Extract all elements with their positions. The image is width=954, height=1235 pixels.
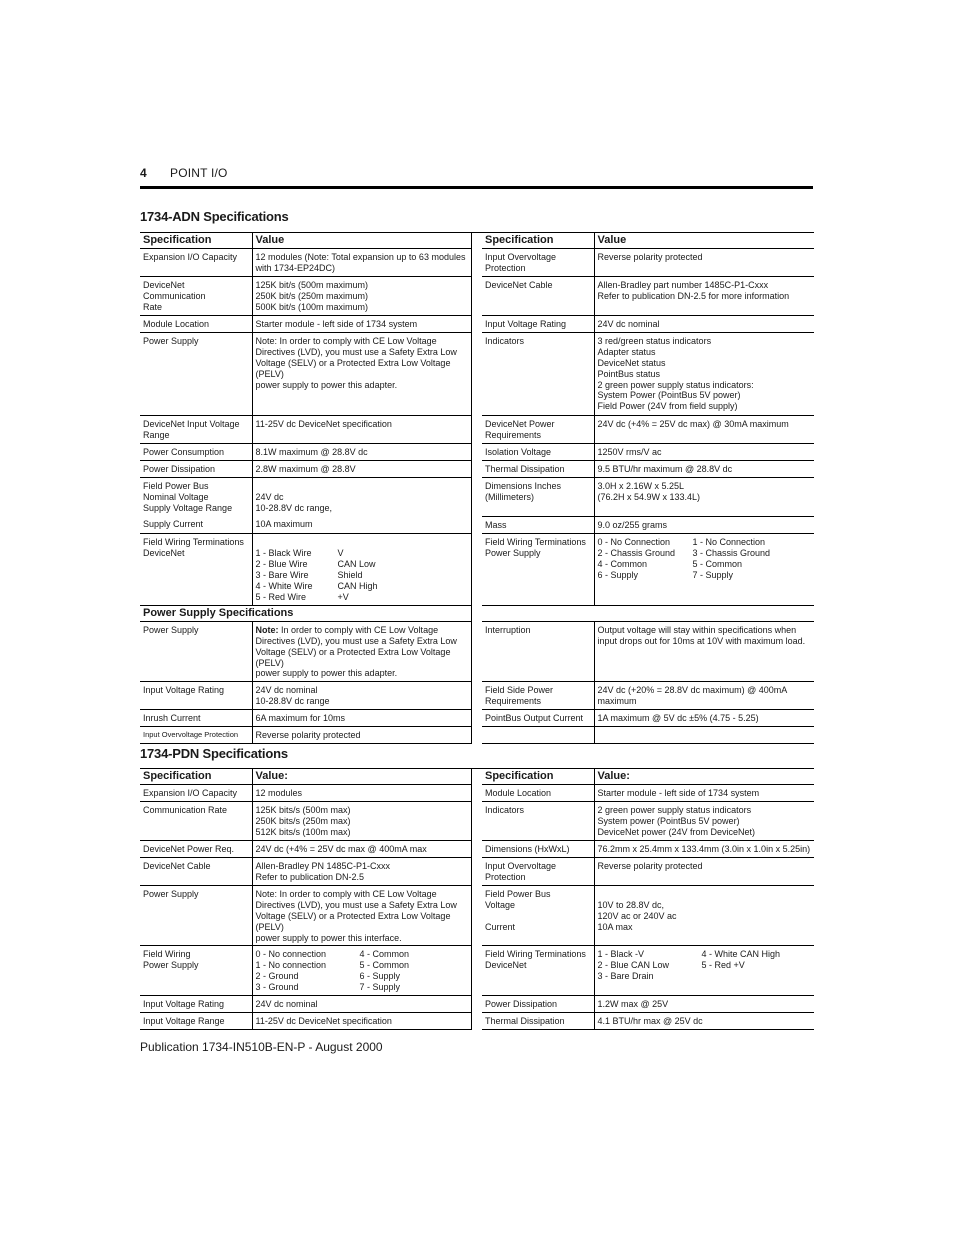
terminal-entry: 1 - No Connection <box>692 536 766 547</box>
spec-label: DeviceNet Power Requirements <box>482 415 594 443</box>
spec-label: Dimensions (HxWxL) <box>482 840 594 857</box>
terminal-entry: 7 - Supply <box>359 982 401 993</box>
spec-value: 9.0 oz/255 grams <box>594 516 814 533</box>
spec-label: Field Wiring Terminations DeviceNet <box>482 946 594 996</box>
adn-section-title: 1734-ADN Specifications <box>140 209 289 224</box>
spec-value: Allen-Bradley PN 1485C-P1-Cxxx Refer to publication DN-2.5 <box>252 857 471 885</box>
spec-value: 24V dc nominal <box>252 996 471 1013</box>
spec-label: Input Overvoltage Protection <box>140 727 252 744</box>
terminal-entry: 4 - Common <box>359 949 410 960</box>
pdn-section-title: 1734-PDN Specifications <box>140 746 288 761</box>
spec-value: 1250V rms/V ac <box>594 443 814 460</box>
spec-value: 24V dc (+4% = 25V dc max @ 400mA max <box>252 840 471 857</box>
spec-label: Input Voltage Range <box>140 1013 252 1030</box>
spec-value: 24V dc 10-28.8V dc range, <box>252 477 471 516</box>
terminal-entry: 2 - Chassis Ground <box>597 547 676 558</box>
subsection-title: Power Supply Specifications <box>140 605 471 621</box>
spec-value: 12 modules <box>252 784 471 801</box>
spec-value: 2 green power supply status indicators System power (PointBus 5V power) DeviceNet power (24V from DeviceNet) <box>594 801 814 840</box>
spec-value: Starter module - left side of 1734 system <box>594 784 814 801</box>
col-value-right: Value <box>594 233 814 249</box>
terminal-entry: 5 - Common <box>692 558 743 569</box>
spec-value: 2.8W maximum @ 28.8V <box>252 460 471 477</box>
spec-value: 3 red/green status indicators Adapter status DeviceNet status PointBus status 2 green power supply status indicators: System Power (PointBus 5V power) Field Power (24V from field supply) <box>594 332 814 415</box>
terminal-entry: 1 - No connection <box>255 960 327 971</box>
spec-value: Reverse polarity protected <box>252 727 471 744</box>
spec-label: Field Power Bus Voltage Current <box>482 885 594 946</box>
spec-label: Input Overvoltage Protection <box>482 857 594 885</box>
spec-value: 3.0H x 2.16W x 5.25L (76.2H x 54.9W x 133.4L) <box>594 477 814 516</box>
publication-footer: Publication 1734-IN510B-EN-P - August 2000 <box>140 1040 383 1054</box>
spec-value: 1.2W max @ 25V <box>594 996 814 1013</box>
pdn-spec-table <box>140 768 814 1030</box>
spec-value: 24V dc (+4% = 25V dc max) @ 30mA maximum <box>594 415 814 443</box>
spec-value: 1A maximum @ 5V dc ±5% (4.75 - 5.25) <box>594 710 814 727</box>
table-row <box>140 276 814 315</box>
terminal-entry: 0 - No Connection <box>597 536 671 547</box>
table-row <box>140 443 814 460</box>
table-row <box>140 727 814 744</box>
spec-label: Module Location <box>140 315 252 332</box>
table-row <box>140 857 814 885</box>
spec-label: Power Supply <box>140 885 252 946</box>
terminal-entry: 4 - Common <box>597 558 648 569</box>
spec-label: Power Dissipation <box>140 460 252 477</box>
header-rule <box>140 186 813 189</box>
terminal-entry: 3 - Chassis Ground <box>692 547 771 558</box>
terminal-entry: 1 - Black -V <box>597 949 645 960</box>
col-spec-left: Specification <box>140 769 252 785</box>
spec-label: Power Dissipation <box>482 996 594 1013</box>
terminal-entry: 5 - Red +V <box>701 960 745 971</box>
spec-value: 76.2mm x 25.4mm x 133.4mm (3.0in x 1.0in x 5.25in) <box>594 840 814 857</box>
spec-label: Power Consumption <box>140 443 252 460</box>
spec-value <box>594 727 814 744</box>
spec-value: 8.1W maximum @ 28.8V dc <box>252 443 471 460</box>
spec-value: Starter module - left side of 1734 system <box>252 315 471 332</box>
spec-label: Field Wiring Terminations Power Supply <box>482 533 594 605</box>
spec-label: DeviceNet Cable <box>140 857 252 885</box>
col-value-right: Value: <box>594 769 814 785</box>
spec-value: 125K bits/s (500m max) 250K bits/s (250m max) 512K bits/s (100m max) <box>252 801 471 840</box>
adn-header-row <box>140 233 814 249</box>
spec-label: Mass <box>482 516 594 533</box>
terminal-entry: 3 - Ground <box>255 982 299 993</box>
terminal-entry: 0 - No connection <box>255 949 327 960</box>
spec-label: Expansion I/O Capacity <box>140 248 252 276</box>
spec-label: Indicators <box>482 332 594 415</box>
adn-spec-table <box>140 232 814 744</box>
table-row <box>140 682 814 710</box>
col-value-left: Value <box>252 233 471 249</box>
page-number: 4 <box>140 166 147 180</box>
spec-label: Communication Rate <box>140 801 252 840</box>
terminal-entry: 7 - Supply <box>692 569 734 580</box>
table-row <box>140 996 814 1013</box>
table-row <box>140 710 814 727</box>
spec-label: Supply Current <box>140 516 252 533</box>
table-row <box>140 248 814 276</box>
wire-entry: 3 - Bare Wire Shield <box>255 569 363 580</box>
table-row <box>140 885 814 946</box>
col-value-left: Value: <box>252 769 471 785</box>
spec-value: Allen-Bradley part number 1485C-P1-Cxxx Refer to publication DN-2.5 for more information <box>594 276 814 315</box>
table-row <box>140 460 814 477</box>
page-header <box>140 164 813 186</box>
terminal-entry: 2 - Blue CAN Low <box>597 960 670 971</box>
spec-label: Thermal Dissipation <box>482 460 594 477</box>
spec-value: 4.1 BTU/hr max @ 25V dc <box>594 1013 814 1030</box>
spec-label: Thermal Dissipation <box>482 1013 594 1030</box>
spec-value: 11-25V dc DeviceNet specification <box>252 415 471 443</box>
wire-entry: 1 - Black Wire V <box>255 547 344 558</box>
table-row <box>140 477 814 516</box>
spec-label: DeviceNet Communication Rate <box>140 276 252 315</box>
spec-value: 10V to 28.8V dc, 120V ac or 240V ac 10A max <box>594 885 814 946</box>
spec-label: Dimensions Inches (Millimeters) <box>482 477 594 516</box>
running-title: POINT I/O <box>170 166 228 180</box>
spec-value: 10A maximum <box>252 516 471 533</box>
spec-label: Isolation Voltage <box>482 443 594 460</box>
terminal-entry: 6 - Supply <box>597 569 639 580</box>
power-supply-terminals <box>594 533 814 605</box>
spec-label: DeviceNet Power Req. <box>140 840 252 857</box>
spec-value: 24V dc (+20% = 28.8V dc maximum) @ 400mA maximum <box>594 682 814 710</box>
wiring-row <box>140 533 814 605</box>
spec-label: Expansion I/O Capacity <box>140 784 252 801</box>
spec-label: DeviceNet Input Voltage Range <box>140 415 252 443</box>
table-row <box>140 516 814 533</box>
spec-value: Note: In order to comply with CE Low Voltage Directives (LVD), you must use a Safety Extra Low Voltage (SELV) or a Protected Extra Low Voltage (PELV) power supply to power this interface. <box>252 885 471 946</box>
col-spec-right: Specification <box>482 233 594 249</box>
table-row <box>140 801 814 840</box>
spec-value: 6A maximum for 10ms <box>252 710 471 727</box>
terminal-entry: 6 - Supply <box>359 971 401 982</box>
table-row <box>140 1013 814 1030</box>
table-row <box>140 621 814 682</box>
wire-entry: 4 - White Wire CAN High <box>255 580 378 591</box>
spec-value: 24V dc nominal <box>594 315 814 332</box>
spec-label <box>482 727 594 744</box>
table-row <box>140 784 814 801</box>
spec-value: Reverse polarity protected <box>594 248 814 276</box>
power-supply-terminals <box>252 946 471 996</box>
terminal-entry: 3 - Bare Drain <box>597 971 654 982</box>
table-row <box>140 332 814 415</box>
spec-label: Interruption <box>482 621 594 682</box>
spec-value: 125K bit/s (500m maximum) 250K bit/s (250m maximum) 500K bit/s (100m maximum) <box>252 276 471 315</box>
spec-label: DeviceNet Cable <box>482 276 594 315</box>
table-row <box>140 840 814 857</box>
wiring-row <box>140 946 814 996</box>
spec-value: 9.5 BTU/hr maximum @ 28.8V dc <box>594 460 814 477</box>
col-spec-right: Specification <box>482 769 594 785</box>
spec-value: Note: In order to comply with CE Low Voltage Directives (LVD), you must use a Safety Extra Low Voltage (SELV) or a Protected Extra Low Voltage (PELV) power supply to power this adapter. <box>252 621 471 682</box>
devicenet-terminals <box>594 946 814 996</box>
col-spec-left: Specification <box>140 233 252 249</box>
terminal-entry: 2 - Ground <box>255 971 299 982</box>
spec-label: Module Location <box>482 784 594 801</box>
spec-label: Field Wiring Power Supply <box>140 946 252 996</box>
power-supply-subheader <box>140 605 814 621</box>
spec-value: Note: In order to comply with CE Low Voltage Directives (LVD), you must use a Safety Extra Low Voltage (SELV) or a Protected Extra Low Voltage (PELV) power supply to power this adapter. <box>252 332 471 415</box>
spec-label: Input Voltage Rating <box>482 315 594 332</box>
table-row <box>140 315 814 332</box>
terminal-entry: 4 - White CAN High <box>701 949 781 960</box>
spec-label: Inrush Current <box>140 710 252 727</box>
spec-value: 11-25V dc DeviceNet specification <box>252 1013 471 1030</box>
pdn-header-row <box>140 769 814 785</box>
wire-entry: 2 - Blue Wire CAN Low <box>255 558 376 569</box>
devicenet-wiring-list <box>252 533 471 605</box>
spec-label: PointBus Output Current <box>482 710 594 727</box>
spec-label: Field Side Power Requirements <box>482 682 594 710</box>
spec-value: Output voltage will stay within specifications when input drops out for 10ms at 10V with maximum load. <box>594 621 814 682</box>
spec-label: Field Wiring Terminations DeviceNet <box>140 533 252 605</box>
spec-label: Power Supply <box>140 621 252 682</box>
spec-value: Reverse polarity protected <box>594 857 814 885</box>
table-row <box>140 415 814 443</box>
spec-label: Input Voltage Rating <box>140 996 252 1013</box>
wire-entry: 5 - Red Wire +V <box>255 591 349 602</box>
spec-label: Input Voltage Rating <box>140 682 252 710</box>
spec-label: Field Power Bus Nominal Voltage Supply Voltage Range <box>140 477 252 516</box>
spec-value: 12 modules (Note: Total expansion up to 63 modules with 1734-EP24DC) <box>252 248 471 276</box>
spec-label: Power Supply <box>140 332 252 415</box>
terminal-entry: 5 - Common <box>359 960 410 971</box>
spec-label: Input Overvoltage Protection <box>482 248 594 276</box>
spec-value: 24V dc nominal 10-28.8V dc range <box>252 682 471 710</box>
spec-label: Indicators <box>482 801 594 840</box>
